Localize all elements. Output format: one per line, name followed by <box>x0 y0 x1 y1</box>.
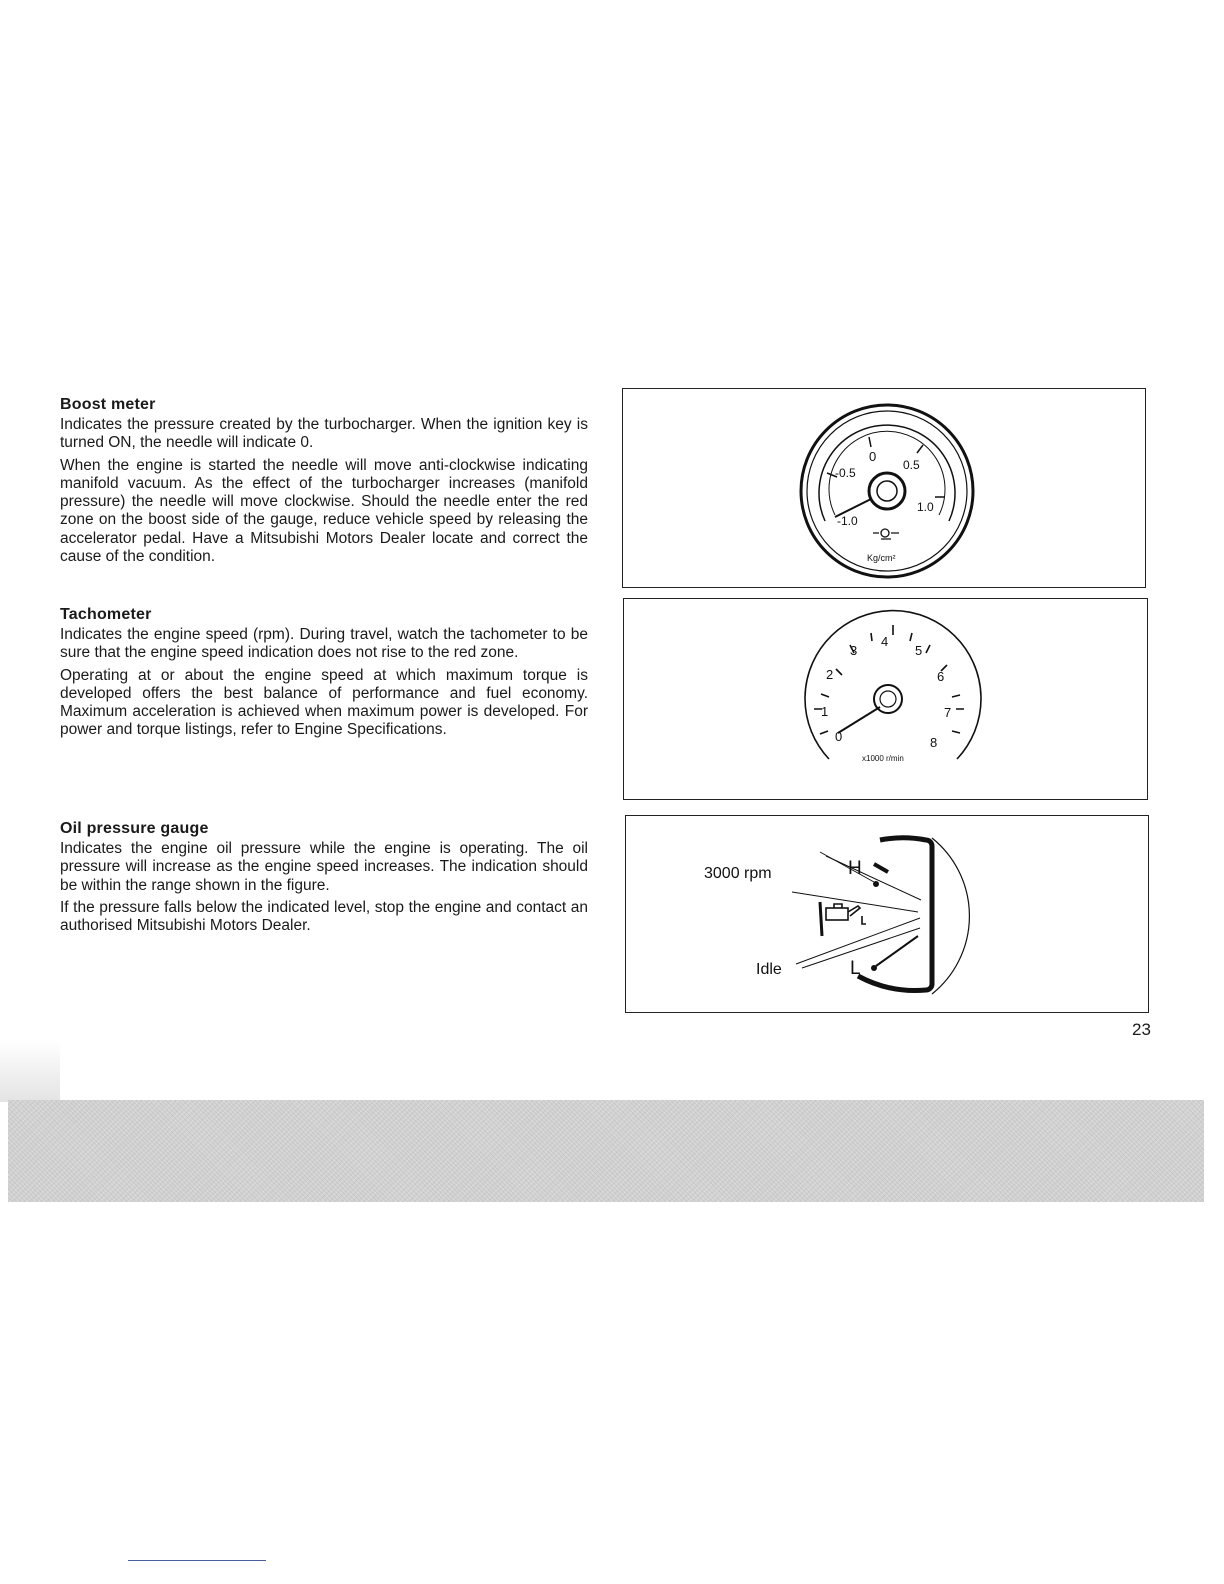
tacho-label-4: 4 <box>881 634 889 649</box>
scan-edge-shadow <box>0 1040 60 1102</box>
oil-can-icon <box>826 904 866 924</box>
tacho-label-7: 7 <box>944 705 952 720</box>
tachometer-paragraph-2: Operating at or about the engine speed at which maximum torque is developed offers the best balance of performance and fuel economy. Maximum acceleration is achieved when maximum power is developed. For power and torque listings, refer to Engine Specifications. <box>60 666 588 739</box>
boost-gauge-figure <box>622 388 1146 588</box>
bottom-rule <box>128 1560 266 1561</box>
tacho-label-2: 2 <box>826 667 834 682</box>
boost-meter-section <box>60 396 588 570</box>
boost-meter-paragraph-1: Indicates the pressure created by the turbocharger. When the ignition key is turned ON, the needle will indicate 0. <box>60 416 588 452</box>
oil-pressure-paragraph-2: If the pressure falls below the indicated level, stop the engine and contact an authorised Mitsubishi Motors Dealer. <box>60 898 588 935</box>
boost-meter-title: Boost meter <box>60 396 156 413</box>
tacho-unit-label: x1000 r/min <box>862 754 904 763</box>
tacho-label-5: 5 <box>915 643 923 658</box>
boost-label-0: 0 <box>869 449 877 464</box>
boost-gauge-drawing <box>623 389 1147 589</box>
tachometer-title: Tachometer <box>60 606 152 623</box>
boost-unit-label: Kg/cm² <box>867 553 896 563</box>
boost-meter-paragraph-2: When the engine is started the needle will move anti-clockwise indicating manifold vacuum. As the effect of the turbocharger increases (manifold pressure) the needle will move clockwise. Should the needle enter the red zone on the boost side of the gauge, reduce vehicle speed by releasing the accelerator pedal. Have a Mitsubishi Motors Dealer locate and correct the cause of the condition. <box>60 456 588 566</box>
boost-label-minus-0-5: -0.5 <box>835 466 856 480</box>
tacho-label-3: 3 <box>850 643 858 658</box>
boost-label-0-5: 0.5 <box>903 458 920 472</box>
tacho-label-6: 6 <box>937 669 945 684</box>
oil-pressure-paragraph-1: Indicates the engine oil pressure while the engine is operating. The oil pressure will increase as the engine speed increases. The indication should be within the range shown in the figure. <box>60 840 588 894</box>
tacho-label-8: 8 <box>930 735 938 750</box>
oil-pressure-drawing <box>626 816 1150 1014</box>
oil-gauge-idle-label: Idle <box>756 961 782 978</box>
tachometer-figure <box>623 598 1148 800</box>
boost-label-minus-1-0: -1.0 <box>837 514 858 528</box>
tachometer-section <box>60 606 588 744</box>
tacho-label-0: 0 <box>835 729 843 744</box>
scan-shaded-band <box>8 1100 1204 1202</box>
tachometer-drawing <box>624 599 1149 801</box>
oil-gauge-3000-rpm-label: 3000 rpm <box>704 865 772 882</box>
boost-label-1-0: 1.0 <box>917 500 934 514</box>
oil-gauge-high-label: H <box>848 858 862 879</box>
page-number: 23 <box>1132 1020 1151 1039</box>
oil-pressure-figure <box>625 815 1149 1013</box>
oil-gauge-low-label: L <box>850 958 861 979</box>
oil-pressure-title: Oil pressure gauge <box>60 820 209 837</box>
tachometer-paragraph-1: Indicates the engine speed (rpm). During travel, watch the tachometer to be sure that the engine speed indication does not rise to the red zone. <box>60 626 588 662</box>
tacho-label-1: 1 <box>821 704 829 719</box>
oil-pressure-section <box>60 820 588 939</box>
